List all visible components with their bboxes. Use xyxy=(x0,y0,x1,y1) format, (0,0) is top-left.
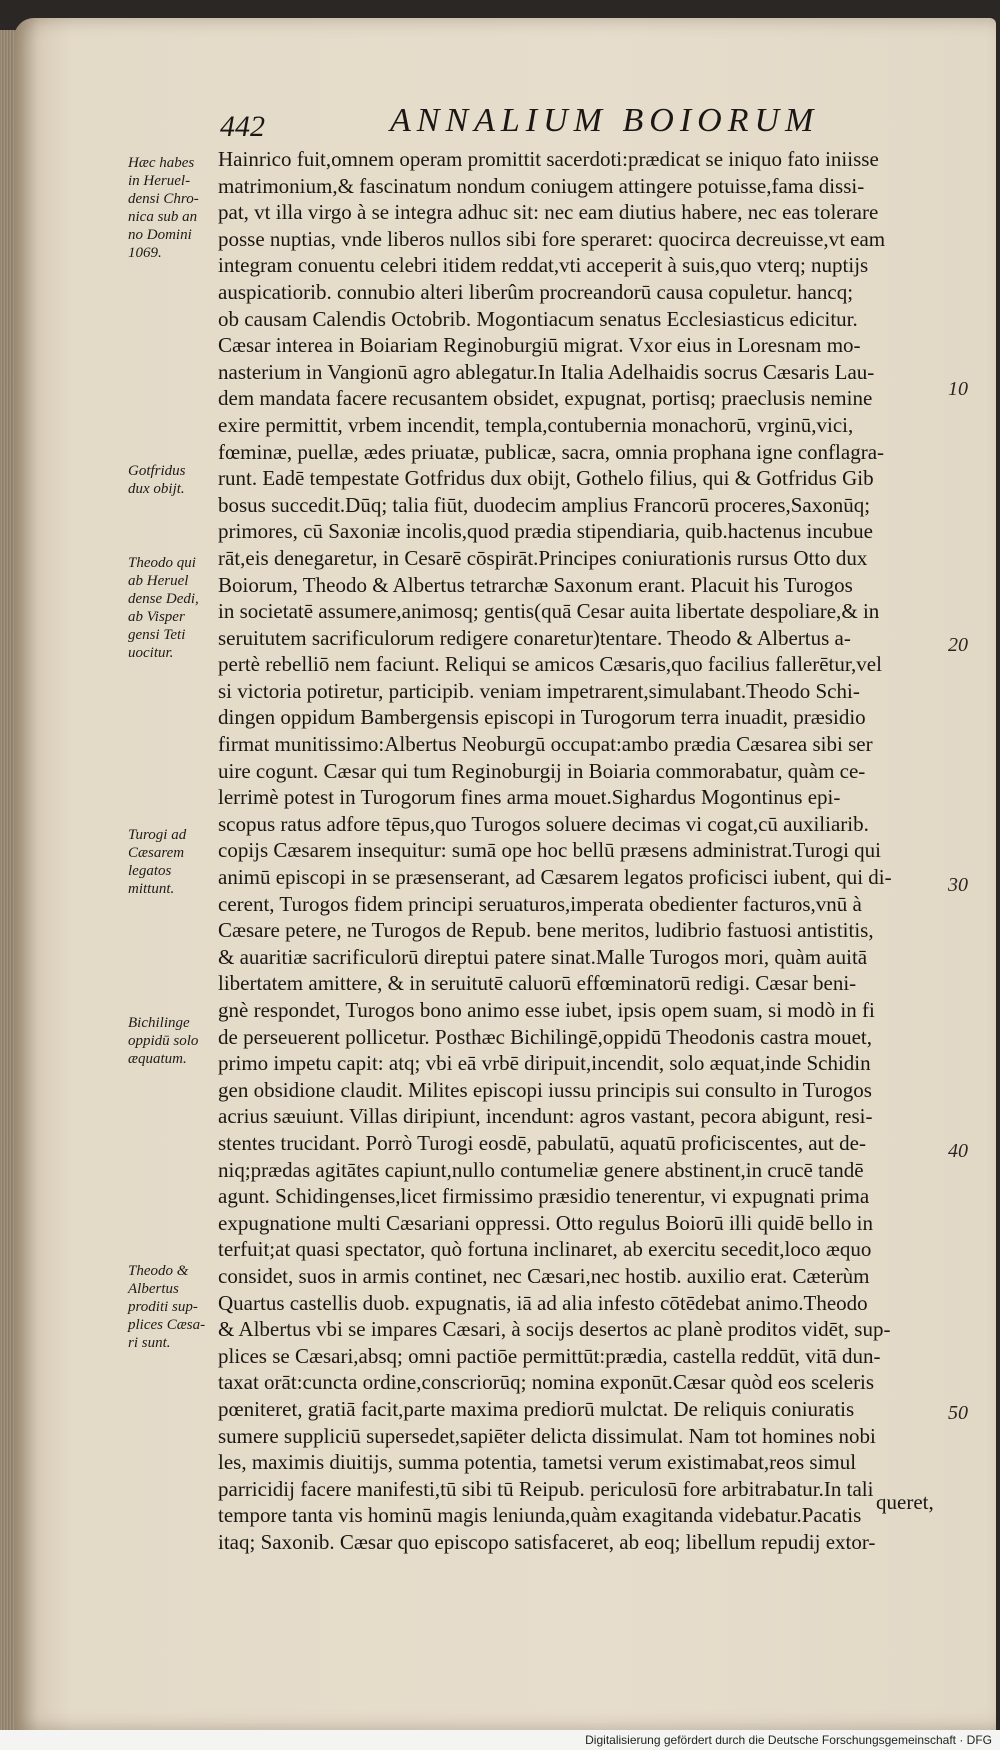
text-line: Boiorum, Theodo & Albertus tetrarchæ Saxonum erant. Placuit his Turogos xyxy=(218,572,853,597)
margin-note-line: plices Cæsa- xyxy=(128,1317,206,1333)
running-head: ANNALIUM BOIORUM xyxy=(390,102,820,139)
text-line: scopus ratus adfore tēpus,quo Turogos soluere decimas vi cogat,cū auxiliarib. xyxy=(218,811,869,836)
text-line: Cæsar interea in Boiariam Reginoburgiū migrat. Vxor eius in Loresnam mo- xyxy=(218,333,861,358)
text-line: Quartus castellis duob. expugnatis, iā ad alia infesto cōtēdebat animo.Theodo xyxy=(218,1290,868,1315)
text-line: gen obsidione claudit. Milites episcopi iussu principis sui consulto in Turogos xyxy=(218,1077,872,1102)
text-line: considet, suos in armis continet, nec Cæsari,nec hostib. auxilio erat. Cæterùm xyxy=(218,1263,870,1288)
catchword: queret, xyxy=(876,1490,934,1514)
text-line: les, maximis diuitijs, summa potentia, tametsi verum existimabat,reos simul xyxy=(218,1450,857,1475)
margin-note-line: no Domini xyxy=(128,227,192,243)
text-line: uire cogunt. Cæsar qui tum Reginoburgij in Boiaria commorabatur, quàm ce- xyxy=(218,758,866,783)
text-line: libertatem amittere, & in seruitutē caluorū effœminatorū redigi. Cæsar beni- xyxy=(218,971,857,996)
text-line: dingen oppidum Bambergensis episcopi in Turogorum terra inuadit, præsidio xyxy=(218,705,866,730)
text-line: stentes trucidant. Porrò Turogi eosdē, pabulatū, aquatū proficiscentes, aut de- xyxy=(218,1130,866,1155)
margin-note-line: Turogi ad xyxy=(128,827,187,843)
margin-note-line: Albertus xyxy=(128,1281,179,1297)
text-line: expugnatione multi Cæsariani oppressi. Otto regulus Boiorū illi quidē bello in xyxy=(218,1210,874,1235)
text-line: auspicatiorib. connubio alteri liberûm procreandorū causa copuletur. hancq; xyxy=(218,279,854,304)
text-line: exire permittit, vrbem incendit, templa,contubernia monachorū, vrginū,vici, xyxy=(218,412,854,437)
text-line: firmat munitissimo:Albertus Neoburgū occupat:ambo prædia Cæsarea sibi ser xyxy=(218,732,873,757)
text-line: ob causam Calendis Octobrib. Mogontiacum senatus Ecclesiasticus edicitur. xyxy=(218,306,858,331)
page-number: 442 xyxy=(220,110,265,143)
text-line: copijs Cæsarem insequitur: sumā ope hoc bellū præsens administrat.Turogi qui xyxy=(218,838,881,863)
text-line: primores, cū Saxoniæ incolis,quod prædia stipendiaria, quib.hactenus incubue xyxy=(218,519,873,544)
line-number: 30 xyxy=(948,874,968,896)
margin-note-line: ab Visper xyxy=(128,609,185,625)
text-line: Cæsare petere, ne Turogos de Repub. bene meritos, ludibrio fastuosi antistitis, xyxy=(218,918,874,943)
text-line: posse nuptias, vnde liberos nullos sibi fore speraret: quocirca decreuisse,vt eam xyxy=(218,226,886,251)
margin-note-line: mittunt. xyxy=(128,881,175,897)
text-line: agunt. Schidingenses,licet firmissimo præsidio tenerentur, vi expugnati prima xyxy=(218,1184,870,1209)
margin-note-line: gensi Teti xyxy=(128,627,186,643)
text-line: runt. Eadē tempestate Gotfridus dux obijt, Gothelo filius, qui & Gotfridus Gib xyxy=(218,466,874,491)
margin-note-line: densi Chro- xyxy=(128,191,199,207)
margin-note-line: ab Heruel xyxy=(128,573,189,589)
margin-note xyxy=(128,462,220,498)
margin-note-line: Hæc habes xyxy=(128,155,195,171)
text-line: si victoria potiretur, participib. veniam impetrarent,simulabant.Theodo Schi- xyxy=(218,678,860,703)
text-line: nasterium in Vangionū agro ablegatur.In Italia Adelhaidis socrus Cæsaris Lau- xyxy=(218,359,875,384)
margin-note-line: Bichilinge xyxy=(128,1015,190,1031)
text-line: cerent, Turogos fidem principi seruaturos,imperata obedienter facturos,vnū à xyxy=(218,891,862,916)
text-line: taxat orāt:cuncta ordine,conscriorūq; nomina exponūt.Cæsar quòd eos sceleris xyxy=(218,1370,875,1395)
margin-note-line: ri sunt. xyxy=(128,1335,171,1351)
text-line: parricidij facere manifesti,tū sibi tū Reipub. periculosū fore arbitrabatur.In tali xyxy=(218,1476,874,1501)
text-line: Hainrico fuit,omnem operam promittit sacerdoti:prædicat se iniquo fato iniisse xyxy=(218,147,879,171)
text-line: & Albertus vbi se impares Cæsari, à socijs desertos ac planè proditos vidēt, sup- xyxy=(218,1317,891,1342)
text-line: rāt,eis denegaretur, in Cesarē cōspirāt.Principes coniurationis rursus Otto dux xyxy=(218,545,868,570)
text-line: in societatē assumere,animosq; gentis(quā Cesar auita libertate despoliare,& in xyxy=(218,599,880,624)
margin-note-line: 1069. xyxy=(128,245,162,261)
text-line: bosus succedit.Dūq; talia fiūt, duodecim amplius Francorū proceres,Saxonūq; xyxy=(218,492,871,517)
text-line: niq;prædas agitātes capiunt,nullo contumeliæ genere abstinent,in crucē tandē xyxy=(218,1157,864,1182)
margin-note-line: æquatum. xyxy=(128,1051,187,1067)
line-number: 10 xyxy=(948,378,968,400)
digitization-credit: Digitalisierung gefördert durch die Deutsche Forschungsgemeinschaft · DFG xyxy=(585,1733,992,1747)
page-header xyxy=(220,92,870,144)
text-line: plices se Cæsari,absq; omni pactiōe permittūt:prædia, castella reddūt, vitā dun- xyxy=(218,1343,881,1368)
text-line: dem mandata facere recusantem obsidet, expugnat, portisq; praeclusis nemine xyxy=(218,386,873,411)
text-line: seruitutem sacrificulorum redigere conaretur)tentare. Theodo & Albertus a- xyxy=(218,625,851,650)
line-number: 40 xyxy=(948,1140,968,1162)
margin-note-line: Theodo & xyxy=(128,1263,189,1279)
text-line: itaq; Saxonib. Cæsar quo episcopo satisfaceret, ab eoq; libellum repudij extor- xyxy=(218,1529,876,1554)
text-line: pat, vt illa virgo à se integra adhuc sit: nec eam diutius habere, nec eas tolerare xyxy=(218,200,879,225)
margin-note-line: in Heruel- xyxy=(128,173,191,189)
text-line: tempore tanta vis hominū magis leniunda,quàm exagitanda videbatur.Pacatis xyxy=(218,1503,862,1528)
text-line: gnè respondet, Turogos bono animo esse iubet, ipsis opem suam, si modò in fi xyxy=(218,998,875,1022)
text-line: acrius sæuiunt. Villas diripiunt, incendunt: agros vastant, pecora abigunt, resi- xyxy=(218,1104,873,1129)
text-line: animū episcopi in se præsenserant, ad Cæsarem legatos proficisci iubent, qui di- xyxy=(218,865,892,890)
text-line: terfuit;at quasi spectator, quò fortuna inclinaret, ab exercitu secedit,loco æquo xyxy=(218,1237,872,1262)
text-line: pertè rebelliō nem faciunt. Reliqui se amicos Cæsaris,quo facilius fallerētur,vel xyxy=(218,652,882,677)
margin-note-line: legatos xyxy=(128,863,172,879)
margin-note xyxy=(128,1014,220,1068)
margin-note-line: uocitur. xyxy=(128,645,174,661)
margin-note-line: oppidū solo xyxy=(128,1033,199,1049)
text-line: primo impetu capit: atq; vbi eā vrbē diripuit,incendit, solo æquat,inde Schidin xyxy=(218,1051,871,1076)
text-line: & auaritiæ sacrificulorū direptui patere sinat.Malle Turogos mori, quàm auitā xyxy=(218,944,868,969)
margin-note-line: nica sub an xyxy=(128,209,198,225)
margin-note-line: Gotfridus xyxy=(128,463,186,479)
margin-note xyxy=(128,826,220,898)
margin-note-line: dux obijt. xyxy=(128,481,185,497)
text-line: pœniteret, gratiā facit,parte maxima prediorū mulctat. De reliquis coniuratis xyxy=(218,1396,855,1421)
margin-note-line: Cæsarem xyxy=(128,845,185,861)
text-line: matrimonium,& fascinatum nondum coniugem attingere potuisse,fama dissi- xyxy=(218,173,865,198)
text-line: sumere suppliciū supersedet,sapiēter delicta dissimulat. Nam tot homines nobi xyxy=(218,1423,876,1448)
text-line: de perseuerent pollicetur. Posthæc Bichilingē,oppidū Theodonis castra mouet, xyxy=(218,1024,872,1049)
text-line: integram conuentu celebri itidem reddat,vti acceperit à suis,quo vterq; nuptijs xyxy=(218,253,869,278)
margin-note-line: dense Dedi, xyxy=(128,591,199,607)
margin-note-line: proditi sup- xyxy=(128,1299,198,1315)
body-text xyxy=(218,146,943,1555)
text-line: fœminæ, puellæ, ædes priuatæ, publicæ, sacra, omnia prophana igne conflagra- xyxy=(218,439,885,464)
margin-note-line: Theodo qui xyxy=(128,555,196,571)
line-number: 20 xyxy=(948,634,968,656)
margin-note xyxy=(128,554,220,662)
line-number: 50 xyxy=(948,1402,968,1424)
margin-note xyxy=(128,1262,220,1352)
margin-note xyxy=(128,154,220,262)
text-line: lerrimè potest in Turogorum fines arma mouet.Sighardus Mogontinus epi- xyxy=(218,785,841,810)
